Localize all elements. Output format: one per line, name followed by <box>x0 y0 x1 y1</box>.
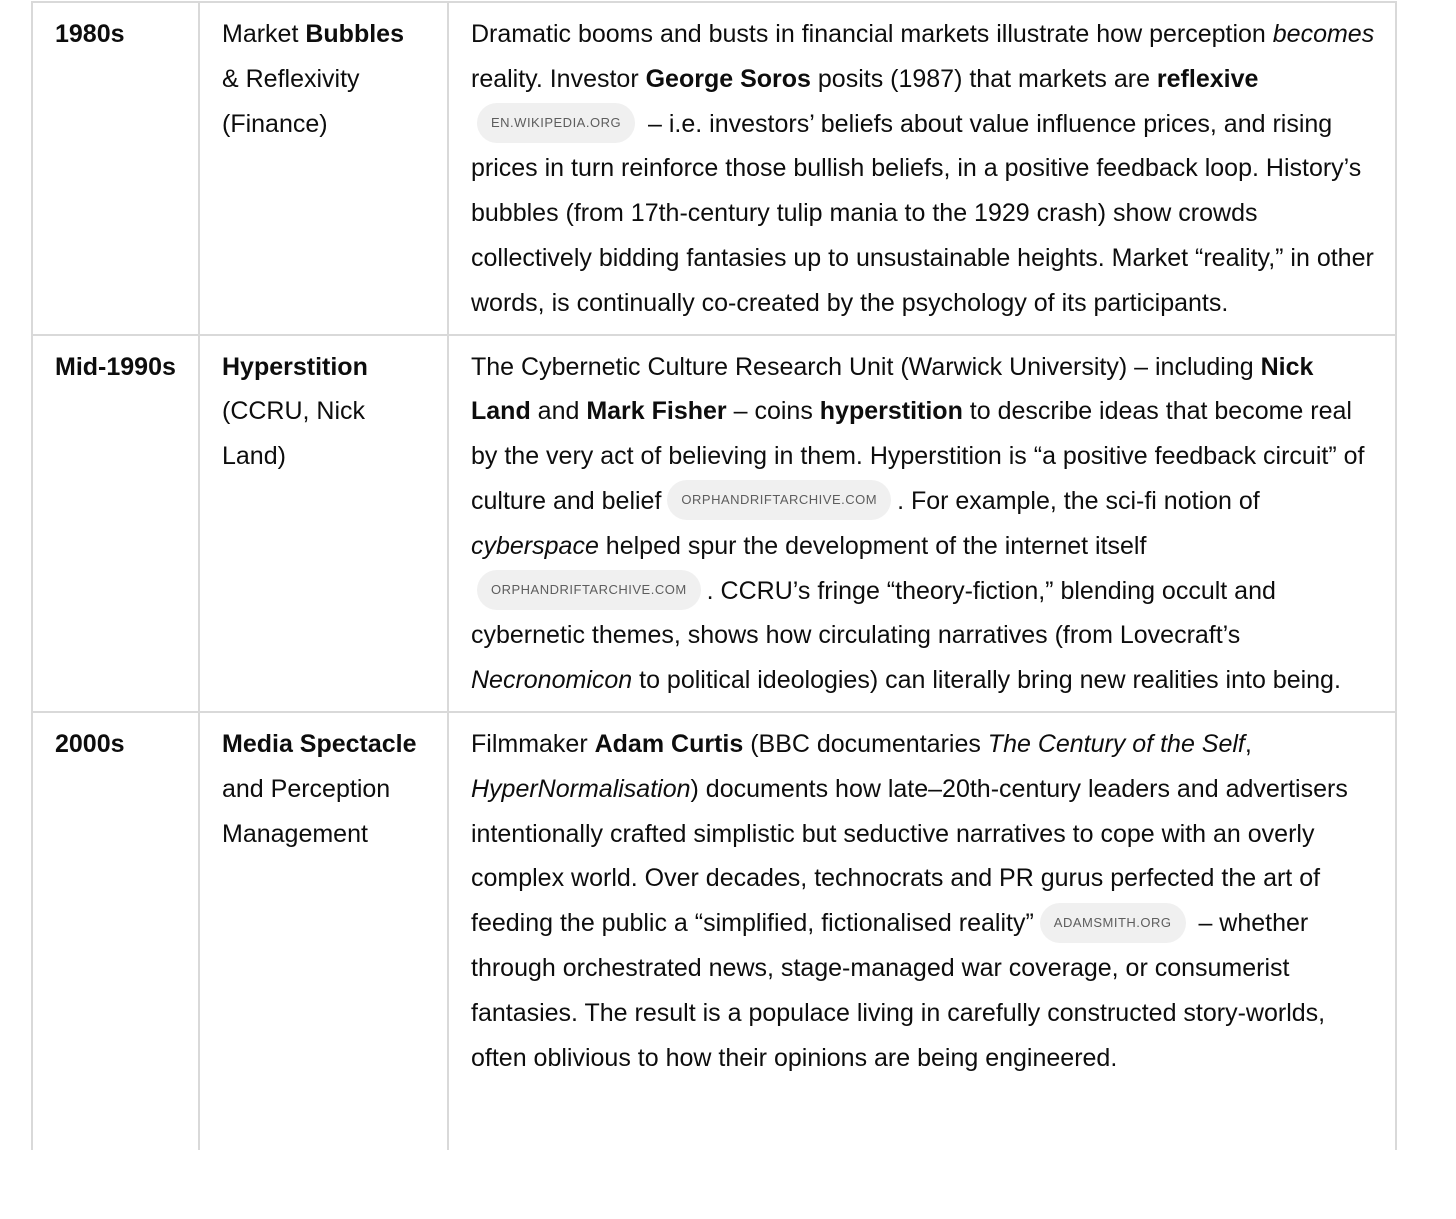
text-run: reality. Investor <box>471 64 646 93</box>
text-run: The Cybernetic Culture Research Unit (Warwick University) – including <box>471 352 1261 381</box>
table-row <box>32 712 1396 1150</box>
source-link-chip[interactable]: ORPHANDRIFTARCHIVE.COM <box>667 480 891 520</box>
text-run: – i.e. investors’ beliefs about value influence prices, and rising prices in turn reinforce those bullish beliefs, in a positive feedback loop. History’s bubbles (from 17th-century tulip mania to the 1929 crash) show crowds collectively bidding fantasies up to unsustainable heights. Market “reality,” in other words, is continually co-created by the psychology of its participants. <box>471 109 1374 317</box>
text-run: Dramatic booms and busts in financial markets illustrate how perception <box>471 20 1273 48</box>
text-run: posits (1987) that markets are <box>810 64 1157 93</box>
description-cell <box>448 712 1396 1150</box>
text-run: to describe ideas that become real by the very act of believing in them. Hyperstition is “a positive feedback circuit” of culture and belief <box>471 397 1365 515</box>
bold-text: Mark Fisher <box>586 397 727 426</box>
table-row <box>32 335 1396 712</box>
table-row <box>32 2 1396 335</box>
text-run: & Reflexivity (Finance) <box>222 64 360 138</box>
text-run: (BBC documentaries <box>743 729 988 758</box>
italic-text: HyperNormalisation <box>471 774 691 803</box>
italic-text: The Century of the Self <box>987 729 1245 758</box>
source-link-chip[interactable]: EN.WIKIPEDIA.ORG <box>477 103 635 143</box>
italic-text: Necronomicon <box>471 666 633 695</box>
italic-text: becomes <box>1272 20 1375 48</box>
bold-text: George Soros <box>645 64 811 93</box>
text-run: – coins <box>726 397 820 426</box>
italic-text: cyberspace <box>471 531 599 560</box>
text-run: and Perception Management <box>222 774 391 848</box>
bold-text: Adam Curtis <box>594 729 744 758</box>
bold-text: Media Spectacle <box>222 729 417 758</box>
description-cell <box>448 2 1396 335</box>
era-cell: Mid-1990s <box>32 335 199 712</box>
source-link-chip[interactable]: ORPHANDRIFTARCHIVE.COM <box>477 570 701 610</box>
era-cell: 2000s <box>32 712 199 1150</box>
topic-cell <box>199 2 448 335</box>
topic-cell <box>199 335 448 712</box>
text-run: helped spur the development of the internet itself <box>598 531 1147 560</box>
source-link-chip[interactable]: ADAMSMITH.ORG <box>1040 903 1186 943</box>
bold-text: Bubbles <box>305 20 404 48</box>
bold-text: Nick Land <box>471 352 1314 426</box>
text-run: ) documents how late–20th-century leaders and advertisers intentionally crafted simplistic but seductive narratives to cope with an overly complex world. Over decades, technocrats and PR gurus perfected the art of feeding the public a “simplified, fictionalised reality” <box>471 774 1348 938</box>
text-run: . CCRU’s fringe “theory-fiction,” blending occult and cybernetic themes, shows how circulating narratives (from Lovecraft’s <box>471 576 1276 650</box>
timeline-table <box>31 1 1397 1150</box>
text-run: to political ideologies) can literally bring new realities into being. <box>632 666 1341 695</box>
topic-cell <box>199 712 448 1150</box>
text-run: and <box>530 397 587 426</box>
text-run: – whether through orchestrated news, stage-managed war coverage, or consumerist fantasies. The result is a populace living in carefully constructed story-worlds, often oblivious to how their opinions are being engineered. <box>471 909 1326 1072</box>
era-cell: 1980s <box>32 2 199 335</box>
text-run: Market <box>222 20 306 48</box>
text-run: Filmmaker <box>471 729 595 758</box>
bold-text: hyperstition <box>819 397 963 426</box>
bold-text: reflexive <box>1156 64 1259 93</box>
text-run: (CCRU, Nick Land) <box>222 397 366 471</box>
text-run: . For example, the sci-fi notion of <box>897 486 1260 515</box>
description-cell <box>448 335 1396 712</box>
bold-text: Hyperstition <box>222 352 368 381</box>
text-run: , <box>1244 729 1252 758</box>
